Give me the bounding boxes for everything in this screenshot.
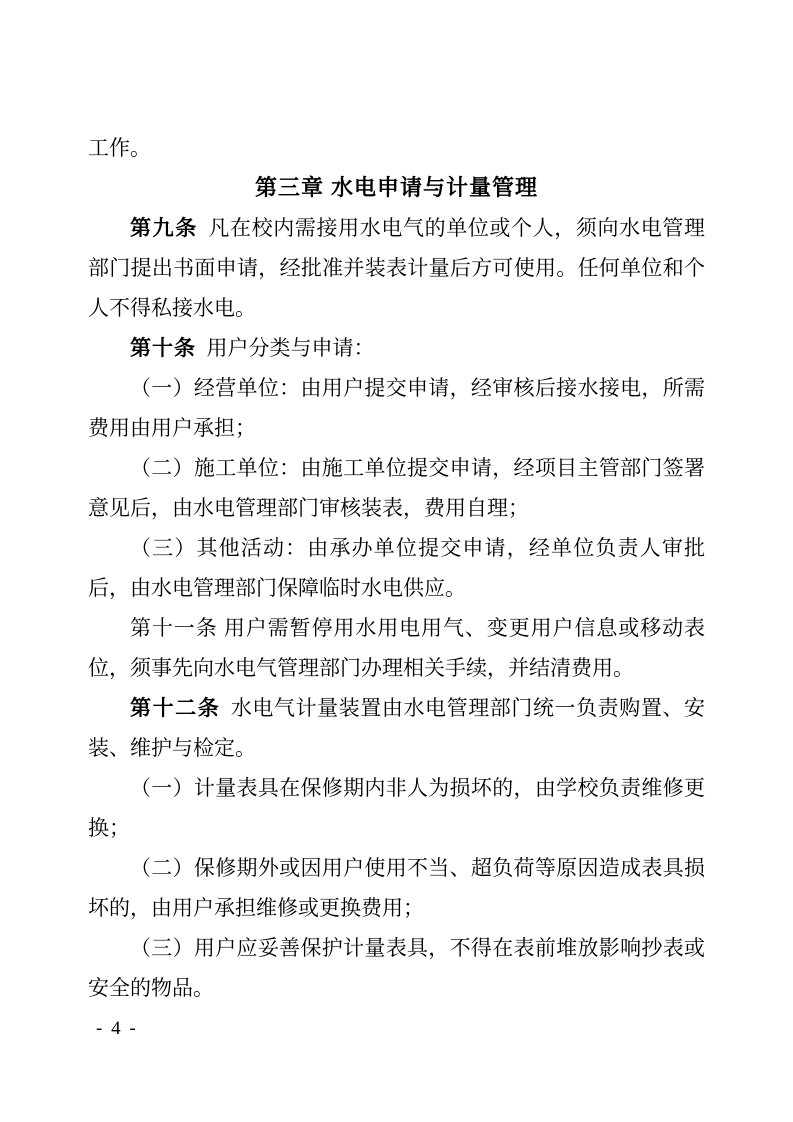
article-10-label: 第十条 <box>130 336 196 360</box>
paragraph-article-11 <box>88 608 705 688</box>
chapter-heading: 第三章 水电申请与计量管理 <box>254 175 539 200</box>
article-12-label: 第十二条 <box>130 696 221 720</box>
paragraph-article-10-item-1 <box>88 368 705 448</box>
paragraph-article-10-item-2 <box>88 448 705 528</box>
item-1-text: （一）经营单位：由用户提交申请，经审核后接水接电，所需费用由用户承担； <box>88 376 705 440</box>
paragraph-article-10-item-3 <box>88 528 705 608</box>
page-number: - 4 - <box>96 1018 138 1039</box>
paragraph-article-10 <box>88 328 705 368</box>
item-1b-text: （一）计量表具在保修期内非人为损坏的，由学校负责维修更换； <box>88 776 705 840</box>
paragraph-continuation: 工作。 <box>88 136 151 160</box>
article-12-text: 水电气计量装置由水电管理部门统一负责购置、安装、维护与检定。 <box>88 696 706 760</box>
article-9-text: 凡在校内需接用水电气的单位或个人，须向水电管理部门提出书面申请，经批准并装表计量后方可使用。任何单位和个人不得私接水电。 <box>88 216 706 320</box>
paragraph-article-9 <box>88 208 705 328</box>
document-body <box>88 128 705 1008</box>
article-11-text: 第十一条 用户需暂停用水用电用气、变更用户信息或移动表位，须事先向水电气管理部门办理相关手续，并结清费用。 <box>88 616 705 680</box>
article-9-label: 第九条 <box>130 216 198 240</box>
paragraph-article-12-item-1 <box>88 768 705 848</box>
item-2b-text: （二）保修期外或因用户使用不当、超负荷等原因造成表具损坏的，由用户承担维修或更换费用； <box>88 856 705 920</box>
paragraph-article-12-item-3 <box>88 928 705 1008</box>
item-2-text: （二）施工单位：由施工单位提交申请，经项目主管部门签署意见后，由水电管理部门审核装表，费用自理； <box>88 456 705 520</box>
paragraph-article-12-item-2 <box>88 848 705 928</box>
paragraph-article-12 <box>88 688 705 768</box>
item-3b-text: （三）用户应妥善保护计量表具，不得在表前堆放影响抄表或安全的物品。 <box>88 936 705 1000</box>
item-3-text: （三）其他活动：由承办单位提交申请，经单位负责人审批后，由水电管理部门保障临时水电供应。 <box>88 536 705 600</box>
article-10-text: 用户分类与申请： <box>206 336 375 360</box>
